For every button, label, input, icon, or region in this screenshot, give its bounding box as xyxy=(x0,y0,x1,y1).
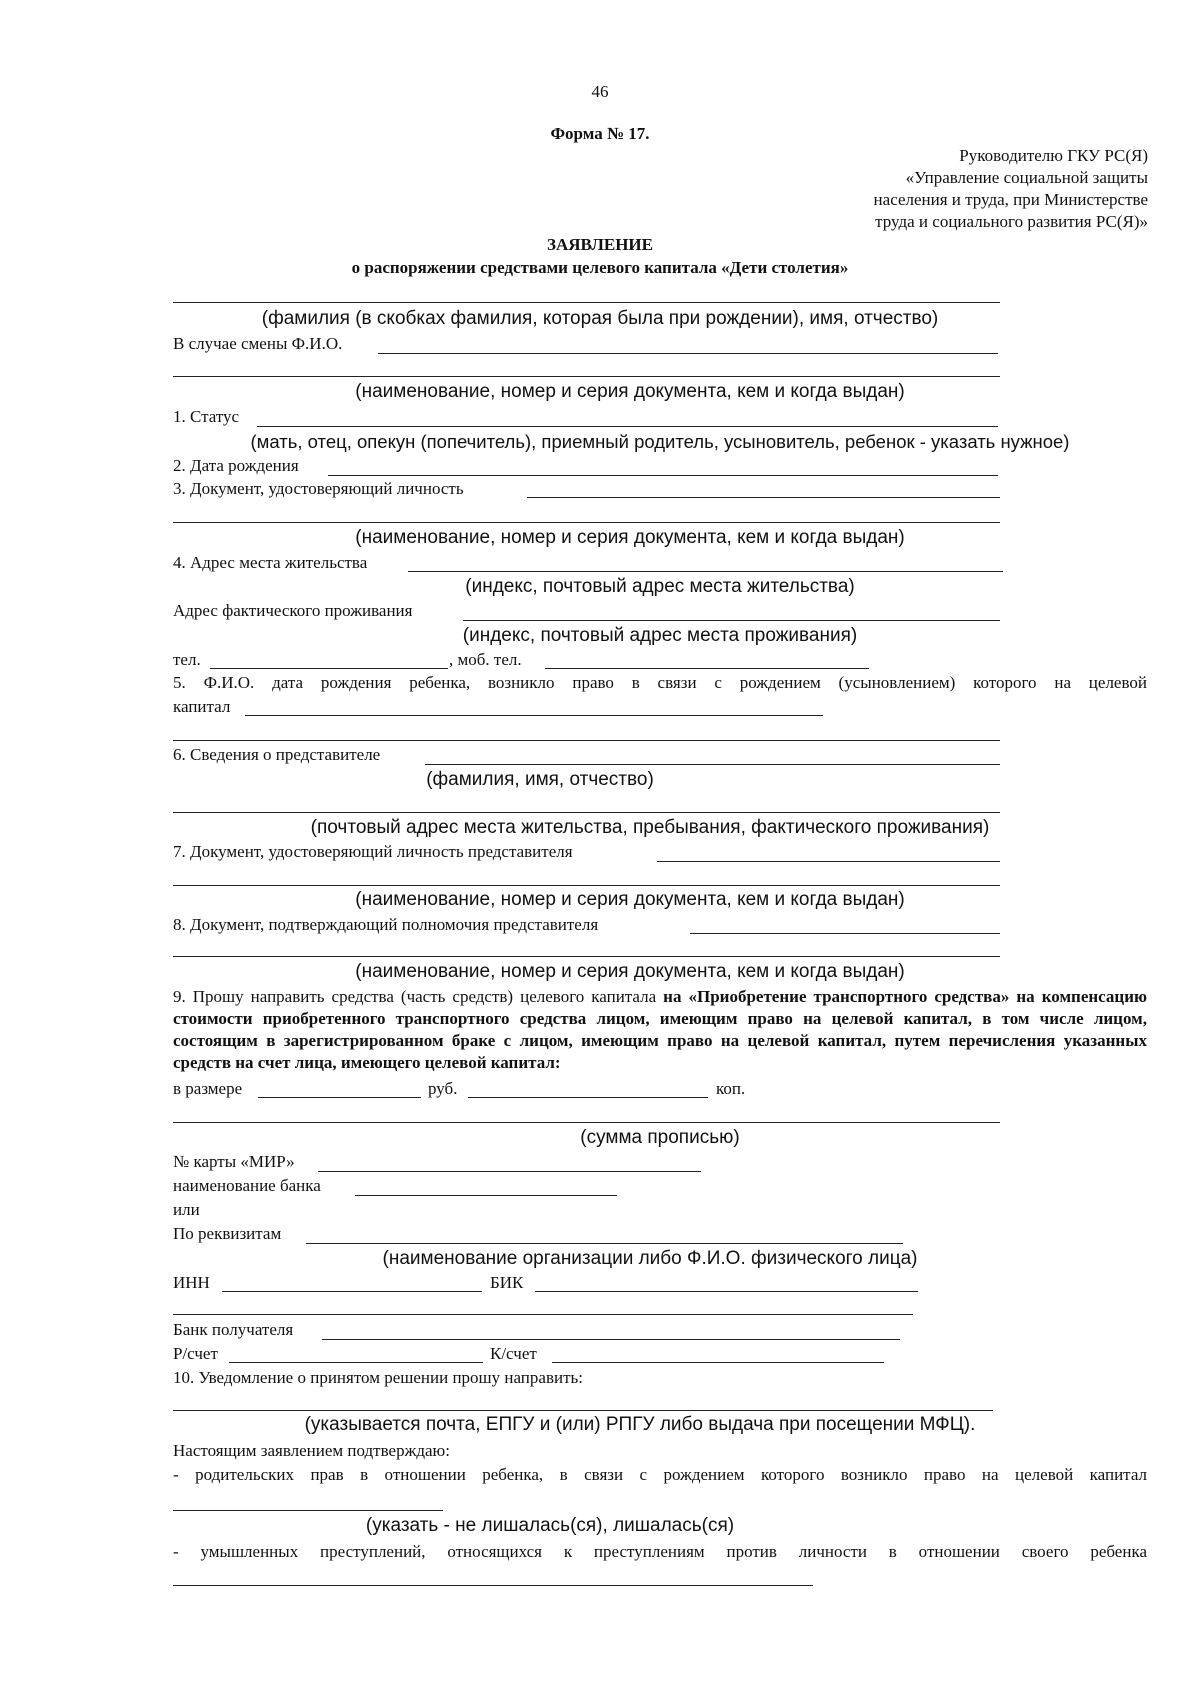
addressee-line-4: труда и социального развития РС(Я)» xyxy=(875,212,1148,231)
item10-label: 10. Уведомление о принятом решении прошу направить: xyxy=(173,1368,583,1387)
status-label: 1. Статус xyxy=(173,407,240,426)
child-info-line-1: 5. Ф.И.О. дата рождения ребенка, возникло право в связи с рождением (усыновлением) которого на целевой xyxy=(173,673,1147,692)
recipient-bank-label: Банк получателя xyxy=(173,1320,294,1339)
parental-rights-text: - родительских прав в отношении ребенка, в связи с рождением которого возникло право на целевой капитал xyxy=(173,1465,1147,1484)
requisites-line[interactable] xyxy=(306,1243,903,1244)
amount-kop-line[interactable] xyxy=(468,1097,708,1098)
bik-label: БИК xyxy=(490,1273,524,1292)
confirm-label: Настоящим заявлением подтверждаю: xyxy=(173,1441,450,1460)
inn-label: ИНН xyxy=(173,1273,210,1292)
bik-line[interactable] xyxy=(535,1291,918,1292)
status-line[interactable] xyxy=(257,426,998,427)
item9-text: 9. Прошу направить средства (часть средств) целевого капитала xyxy=(173,987,664,1006)
page-number: 46 xyxy=(591,82,609,101)
rub-label: руб. xyxy=(428,1079,458,1098)
rs-label: Р/счет xyxy=(173,1344,218,1363)
child-info-line[interactable] xyxy=(245,715,823,716)
child-info-line-2: капитал xyxy=(173,697,231,716)
residence-label: 4. Адрес места жительства xyxy=(173,553,368,572)
mir-card-label: № карты «МИР» xyxy=(173,1152,295,1171)
child-info-line-2-blank[interactable] xyxy=(173,740,1000,741)
amount-rub-line[interactable] xyxy=(258,1097,421,1098)
rep-fio-caption: (фамилия, имя, отчество) xyxy=(426,769,654,790)
actual-residence-label: Адрес фактического проживания xyxy=(173,601,413,620)
doc-caption-4: (наименование, номер и серия документа, кем и когда выдан) xyxy=(355,961,905,982)
bank-name-line[interactable] xyxy=(355,1195,617,1196)
addressee-line-1: Руководителю ГКУ РС(Я) xyxy=(959,146,1148,165)
rep-info-label: 6. Сведения о представителе xyxy=(173,745,381,764)
address-caption: (индекс, почтовый адрес места жительства) xyxy=(465,576,855,597)
inn-line[interactable] xyxy=(222,1291,482,1292)
rep-doc-line-2[interactable] xyxy=(173,885,1000,886)
doc-caption-3: (наименование, номер и серия документа, кем и когда выдан) xyxy=(355,889,905,910)
crimes-line[interactable] xyxy=(173,1585,813,1586)
mir-card-line[interactable] xyxy=(318,1171,701,1172)
item9-paragraph xyxy=(173,986,1147,1074)
rs-line[interactable] xyxy=(229,1362,483,1363)
fio-change-line[interactable] xyxy=(378,353,998,354)
ks-line[interactable] xyxy=(552,1362,884,1363)
sum-words-caption: (сумма прописью) xyxy=(580,1127,740,1148)
fio-blank-line[interactable] xyxy=(173,302,1000,303)
notify-line[interactable] xyxy=(173,1410,993,1411)
actual-address-caption: (индекс, почтовый адрес места проживания) xyxy=(462,625,858,646)
addressee-line-3: населения и труда, при Министерстве xyxy=(873,190,1148,209)
rep-info-line[interactable] xyxy=(425,764,1000,765)
fio-caption: (фамилия (в скобках фамилия, которая была при рождении), имя, отчество) xyxy=(261,308,939,329)
identity-doc-label: 3. Документ, удостоверяющий личность xyxy=(173,479,464,498)
rep-authority-line[interactable] xyxy=(690,933,1000,934)
rep-authority-label: 8. Документ, подтверждающий полномочия представителя xyxy=(173,915,599,934)
requisites-label: По реквизитам xyxy=(173,1224,282,1243)
rep-doc-line[interactable] xyxy=(657,861,1000,862)
kop-label: коп. xyxy=(716,1079,746,1098)
item9-bold-text: на «Приобретение транспортного средства» на компенсацию стоимости приобретенного транспортного средства лицом, имеющим право на целевой капитал, в том числе лицом, состоящим в зарегистрированном браке с лицом, имеющим право на целевой капитал, путем перечисления указанных средств на счет лица, имеющего целевой капитал: xyxy=(173,987,1147,1072)
document-title: ЗАЯВЛЕНИЕ xyxy=(546,235,653,254)
mob-tel-line[interactable] xyxy=(545,668,869,669)
rep-authority-line-2[interactable] xyxy=(173,956,1000,957)
birth-date-label: 2. Дата рождения xyxy=(173,456,299,475)
status-caption: (мать, отец, опекун (попечитель), приемный родитель, усыновитель, ребенок - указать нужное) xyxy=(250,431,1070,452)
identity-doc-line[interactable] xyxy=(527,497,1000,498)
fio-change-doc-line[interactable] xyxy=(173,376,1000,377)
parental-rights-line[interactable] xyxy=(173,1510,443,1511)
amount-label: в размере xyxy=(173,1079,243,1098)
deprived-caption: (указать - не лишалась(ся), лишалась(ся) xyxy=(365,1515,735,1536)
residence-line[interactable] xyxy=(408,571,1003,572)
doc-caption-1: (наименование, номер и серия документа, кем и когда выдан) xyxy=(355,381,905,402)
crimes-text: - умышленных преступлений, относящихся к преступлениям против личности в отношении своего ребенка xyxy=(173,1542,1147,1561)
rep-address-caption: (почтовый адрес места жительства, пребывания, фактического проживания) xyxy=(310,817,990,838)
bank-extra-line[interactable] xyxy=(173,1314,913,1315)
document-subtitle: о распоряжении средствами целевого капитала «Дети столетия» xyxy=(351,258,849,277)
ks-label: К/счет xyxy=(490,1344,537,1363)
tel-line[interactable] xyxy=(210,668,448,669)
form-title: Форма № 17. xyxy=(550,124,650,143)
notify-caption: (указывается почта, ЕПГУ и (или) РПГУ либо выдача при посещении МФЦ). xyxy=(304,1414,976,1435)
sum-words-line[interactable] xyxy=(173,1122,1000,1123)
org-caption: (наименование организации либо Ф.И.О. физического лица) xyxy=(382,1248,918,1269)
bank-name-label: наименование банка xyxy=(173,1176,321,1195)
tel-label: тел. xyxy=(173,650,201,669)
addressee-line-2: «Управление социальной защиты xyxy=(905,168,1148,187)
rep-address-line[interactable] xyxy=(173,812,1000,813)
recipient-bank-line[interactable] xyxy=(322,1339,900,1340)
fio-change-label: В случае смены Ф.И.О. xyxy=(173,334,343,353)
or-label: или xyxy=(173,1200,200,1219)
identity-doc-line-2[interactable] xyxy=(173,522,1000,523)
doc-caption-2: (наименование, номер и серия документа, кем и когда выдан) xyxy=(355,527,905,548)
birth-date-line[interactable] xyxy=(328,475,998,476)
mob-tel-label: , моб. тел. xyxy=(449,650,522,669)
rep-doc-label: 7. Документ, удостоверяющий личность представителя xyxy=(173,842,573,861)
actual-residence-line[interactable] xyxy=(463,620,1000,621)
